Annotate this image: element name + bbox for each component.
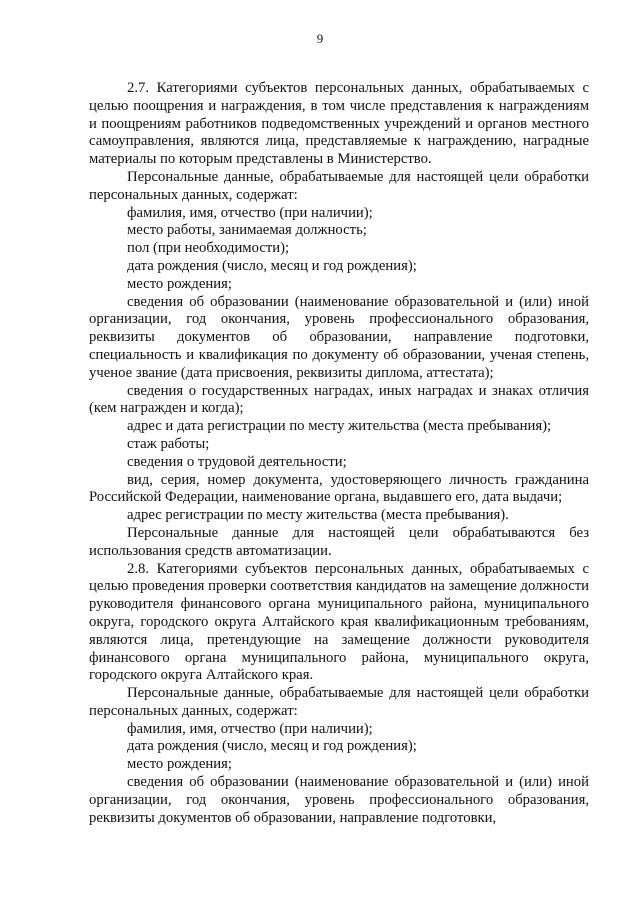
list-item: фамилия, имя, отчество (при наличии);	[127, 204, 373, 221]
paragraph-processing: Персональные данные для настоящей цели обрабатываются без использования средств автоматизации.	[89, 524, 589, 559]
list-item: пол (при необходимости);	[127, 240, 290, 257]
document-body	[89, 80, 589, 827]
list-item: вид, серия, номер документа, удостоверяющего личность гражданина Российской Федерации, наименование органа, выдавшего его, дата выдачи;	[89, 471, 589, 506]
paragraph-2-8: 2.8. Категориями субъектов персональных данных, обрабатываемых с целью проведения проверки соответствия кандидатов на замещение должности руководителя финансового органа муниципального района, муниципального округа, городского округа Алтайского края квалификационным требованиям, являются лица, претендующие на замещение должности руководителя финансового органа муниципального района, муниципального округа, городского округа Алтайского края.	[89, 560, 589, 684]
list-item: сведения о государственных наградах, иных наградах и знаках отличия (кем награжден и когда);	[89, 382, 589, 417]
paragraph-2-7: 2.7. Категориями субъектов персональных данных, обрабатываемых с целью поощрения и награждения, в том числе представления к награждениям и поощрениям работников подведомственных учреждений и органов местного самоуправления, являются лица, представляемые к награждению, наградные материалы по которым представлены в Министерство.	[89, 80, 589, 168]
list-item: сведения о трудовой деятельности;	[127, 453, 347, 470]
list-item: стаж работы;	[127, 435, 210, 452]
list-item: сведения об образовании (наименование образовательной и (или) иной организации, год окончания, уровень профессионального образования, реквизиты документов об образовании, направление подготовки, специальность и квалификация по документу об образовании, ученая степень, ученое звание (дата присвоения, реквизиты диплома, аттестата);	[89, 293, 589, 381]
page-number: 9	[316, 31, 324, 46]
list-item: место рождения;	[127, 756, 232, 773]
list-item: адрес и дата регистрации по месту жительства (места пребывания);	[127, 418, 552, 435]
list-item: сведения об образовании (наименование образовательной и (или) иной организации, год окончания, уровень профессионального образования, реквизиты документов об образовании, направление подготовки,	[89, 774, 589, 826]
list-item: место рождения;	[127, 275, 232, 292]
paragraph-intro: Персональные данные, обрабатываемые для настоящей цели обработки персональных данных, содержат:	[89, 685, 589, 719]
paragraph-intro: Персональные данные, обрабатываемые для настоящей цели обработки персональных данных, содержат:	[89, 168, 589, 203]
list-item: фамилия, имя, отчество (при наличии);	[127, 720, 373, 737]
list-item: дата рождения (число, месяц и год рождения);	[127, 738, 417, 755]
list-item: место работы, занимаемая должность;	[127, 222, 367, 239]
list-item: адрес регистрации по месту жительства (места пребывания).	[127, 507, 509, 524]
list-item: дата рождения (число, месяц и год рождения);	[127, 257, 417, 274]
